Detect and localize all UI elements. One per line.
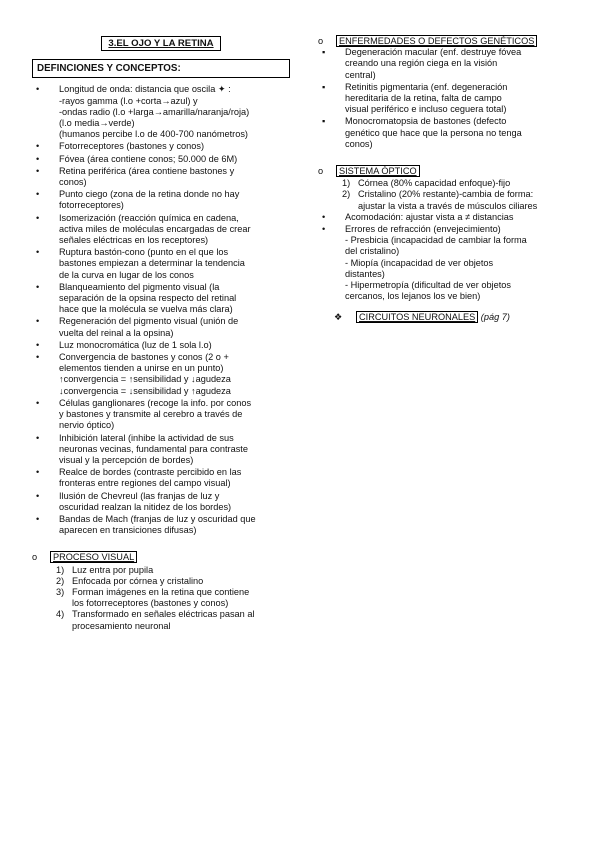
definition-text: -ondas radio (l.o +larga→amarilla/naranja/roja) <box>59 106 250 117</box>
item-text: procesamiento neuronal <box>72 620 171 631</box>
definition-text: Convergencia de bastones y conos (2 o + <box>59 352 229 363</box>
disease-text: creando una región ciega en la visión <box>345 58 498 69</box>
item-text: Transformado en señales eléctricas pasan al <box>72 609 255 620</box>
bullet-icon: • <box>36 165 40 176</box>
definition-text: vuelta del reinal a la opsina) <box>59 327 174 338</box>
definition-text: Bandas de Mach (franjas de luz y oscuridad que <box>59 513 256 524</box>
optic-text: Acomodación: ajustar vista a ≠ distancias <box>345 211 514 222</box>
disease-text: Degeneración macular (enf. destruye fóvea <box>345 47 522 58</box>
list-item <box>32 352 290 397</box>
definition-text: -rayos gamma (l.o +corta→azul) y <box>59 95 198 106</box>
sistema-optico-heading <box>318 166 568 177</box>
sistema-optico-title: SISTEMA ÓPTICO <box>336 165 420 177</box>
enfermedades-title: ENFERMEDADES O DEFECTOS GENÉTICOS <box>336 35 537 47</box>
list-item <box>32 141 290 152</box>
proceso-visual-title: PROCESO VISUAL <box>50 551 137 563</box>
list-item <box>32 514 290 536</box>
definition-text: y bastones y transmite al cerebro a través de <box>59 409 243 420</box>
definition-text: Regeneración del pigmento visual (unión de <box>59 316 239 327</box>
numbered-item <box>32 565 290 576</box>
left-column <box>32 36 290 632</box>
bullet-icon: • <box>36 397 40 408</box>
definition-text: Ruptura bastón-cono (punto en el que los <box>59 247 229 258</box>
optic-text: cercanos, los lejanos los ve bien) <box>345 291 481 302</box>
numbered-item <box>32 576 290 587</box>
definition-text: ↓convergencia = ↓sensibilidad y ↑agudeza <box>59 385 231 396</box>
definition-text: conos) <box>59 177 87 188</box>
numbered-item <box>318 178 568 189</box>
disease-text: visual periférico e incluso ceguera total) <box>345 104 507 115</box>
definition-text: fotorreceptores) <box>59 200 124 211</box>
page-title: 3.EL OJO Y LA RETINA <box>101 36 221 51</box>
enfermedades-heading <box>318 36 568 47</box>
bullet-icon: • <box>36 490 40 501</box>
definition-text: visual y la percepción de bordes) <box>59 454 194 465</box>
item-number: 2) <box>56 575 65 586</box>
definition-text: Inhibición lateral (inhibe la actividad de sus <box>59 432 234 443</box>
item-text: Enfocada por córnea y cristalino <box>72 575 204 586</box>
optic-text: del cristalino) <box>345 246 400 257</box>
definition-text: señales eléctricas en los receptores) <box>59 235 209 246</box>
circuitos-heading <box>318 312 568 323</box>
list-item <box>318 224 568 302</box>
bullet-icon: • <box>322 211 326 222</box>
item-text: Forman imágenes en la retina que contiene <box>72 586 250 597</box>
list-item <box>318 47 568 81</box>
definition-text: oscuridad realzan la nitidez de los bordes) <box>59 501 232 512</box>
bullet-icon: • <box>36 189 40 200</box>
disease-text: genético que hace que la persona no tenga <box>345 127 522 138</box>
list-item <box>32 433 290 467</box>
list-item <box>318 82 568 116</box>
list-item <box>32 154 290 165</box>
proceso-visual-steps <box>32 565 290 632</box>
definitions-list <box>32 84 290 536</box>
list-item <box>318 116 568 150</box>
optic-text: - Miopía (incapacidad de ver objetos <box>345 257 494 268</box>
bullet-icon: • <box>36 352 40 363</box>
bullet-icon: ▪ <box>322 81 326 92</box>
bullet-icon: • <box>36 513 40 524</box>
list-item <box>32 189 290 211</box>
definition-text: (humanos percibe l.o de 400-700 nanómetros) <box>59 129 248 140</box>
disease-text: Monocromatopsia de bastones (defecto <box>345 116 507 127</box>
numbered-item <box>32 587 290 609</box>
right-column <box>318 36 568 324</box>
list-item <box>32 491 290 513</box>
enfermedades-list <box>318 47 568 150</box>
list-item <box>32 340 290 351</box>
bullet-icon: • <box>322 224 326 235</box>
definition-text: elementos tienden a unirse en un punto) <box>59 363 224 374</box>
ring-bullet-icon: o <box>32 552 38 563</box>
bullet-icon: • <box>36 153 40 164</box>
bullet-icon: • <box>36 316 40 327</box>
item-number: 4) <box>56 609 65 620</box>
bullet-icon: • <box>36 467 40 478</box>
numbered-item <box>318 189 568 211</box>
definition-text: nervio óptico) <box>59 420 115 431</box>
item-text: Luz entra por pupila <box>72 564 154 575</box>
sistema-optico-numbered <box>318 178 568 212</box>
item-number: 2) <box>342 189 351 200</box>
definition-text: Realce de bordes (contraste percibido en las <box>59 467 242 478</box>
list-item <box>32 316 290 338</box>
definition-text: separación de la opsina respecto del retinal <box>59 293 237 304</box>
list-item <box>32 213 290 247</box>
numbered-item <box>32 609 290 631</box>
item-number: 1) <box>342 178 351 189</box>
definition-text: Punto ciego (zona de la retina donde no hay <box>59 189 240 200</box>
bullet-icon: ▪ <box>322 116 326 127</box>
diamond-bullet-icon: ❖ <box>334 312 343 323</box>
definition-text: Células ganglionares (recoge la info. por conos <box>59 397 252 408</box>
bullet-icon: • <box>36 281 40 292</box>
list-item <box>32 166 290 188</box>
ring-bullet-icon: o <box>318 36 324 46</box>
item-text: Córnea (80% capacidad enfoque)-fijo <box>358 178 511 189</box>
definition-text: aparecen en transiciones difusas) <box>59 525 197 536</box>
disease-text: Retinitis pigmentaria (enf. degeneración <box>345 81 508 92</box>
item-number: 1) <box>56 564 65 575</box>
circuitos-page-ref: (pág 7) <box>480 312 510 323</box>
bullet-icon: • <box>36 212 40 223</box>
list-item <box>32 247 290 281</box>
item-text: ajustar la vista a través de músculos ciliares <box>358 200 538 211</box>
definition-text: hace que la molécula se vuelva más clara) <box>59 304 233 315</box>
optic-text: Errores de refracción (envejecimiento) <box>345 224 501 235</box>
definition-text: ↑convergencia = ↑sensibilidad y ↓agudeza <box>59 374 231 385</box>
disease-text: conos) <box>345 138 373 149</box>
bullet-icon: • <box>36 84 40 95</box>
optic-text: - Presbicia (incapacidad de cambiar la forma <box>345 235 527 246</box>
optic-text: - Hipermetropía (dificultad de ver objetos <box>345 280 511 291</box>
definition-text: Retina periférica (área contiene bastones y <box>59 165 235 176</box>
bullet-icon: • <box>36 141 40 152</box>
list-item <box>32 84 290 140</box>
disease-text: central) <box>345 69 376 80</box>
item-number: 3) <box>56 586 65 597</box>
list-item <box>32 398 290 432</box>
disease-text: hereditaria de la retina, falta de campo <box>345 93 502 104</box>
definition-text: Fóvea (área contiene conos; 50.000 de 6M) <box>59 153 238 164</box>
list-item <box>318 212 568 223</box>
bullet-icon: • <box>36 339 40 350</box>
sistema-optico-bullets <box>318 212 568 303</box>
definition-text: de la curva en lugar de los conos <box>59 269 194 280</box>
bullet-icon: • <box>36 247 40 258</box>
definition-text: Isomerización (reacción química en cadena, <box>59 212 239 223</box>
definition-text: (l.o media→verde) <box>59 118 135 129</box>
proceso-visual-heading <box>32 552 290 563</box>
definition-text: fronteras entre regiones del campo visual) <box>59 478 231 489</box>
definition-text: neuronas vecinas, fundamental para contraste <box>59 443 248 454</box>
bullet-icon: ▪ <box>322 47 326 58</box>
definition-text: Luz monocromática (luz de 1 sola l.o) <box>59 339 212 350</box>
definition-text: Ilusión de Chevreul (las franjas de luz y <box>59 490 220 501</box>
bullet-icon: • <box>36 432 40 443</box>
item-text: Cristalino (20% restante)-cambia de forma: <box>358 189 534 200</box>
optic-text: distantes) <box>345 268 385 279</box>
item-text: los fotorreceptores (bastones y conos) <box>72 598 229 609</box>
definition-text: Blanqueamiento del pigmento visual (la <box>59 281 220 292</box>
circuitos-title: CIRCUITOS NEURONALES <box>356 311 478 323</box>
definition-text: bastones empiezan a determinar la tendencia <box>59 258 245 269</box>
definition-text: Longitud de onda: distancia que oscila ✦ : <box>59 84 231 95</box>
list-item <box>32 282 290 316</box>
list-item <box>32 467 290 489</box>
ring-bullet-icon: o <box>318 166 324 177</box>
section-header: DEFINCIONES Y CONCEPTOS: <box>32 59 290 78</box>
definition-text: Fotorreceptores (bastones y conos) <box>59 141 205 152</box>
definition-text: activa miles de moléculas encargadas de crear <box>59 223 251 234</box>
